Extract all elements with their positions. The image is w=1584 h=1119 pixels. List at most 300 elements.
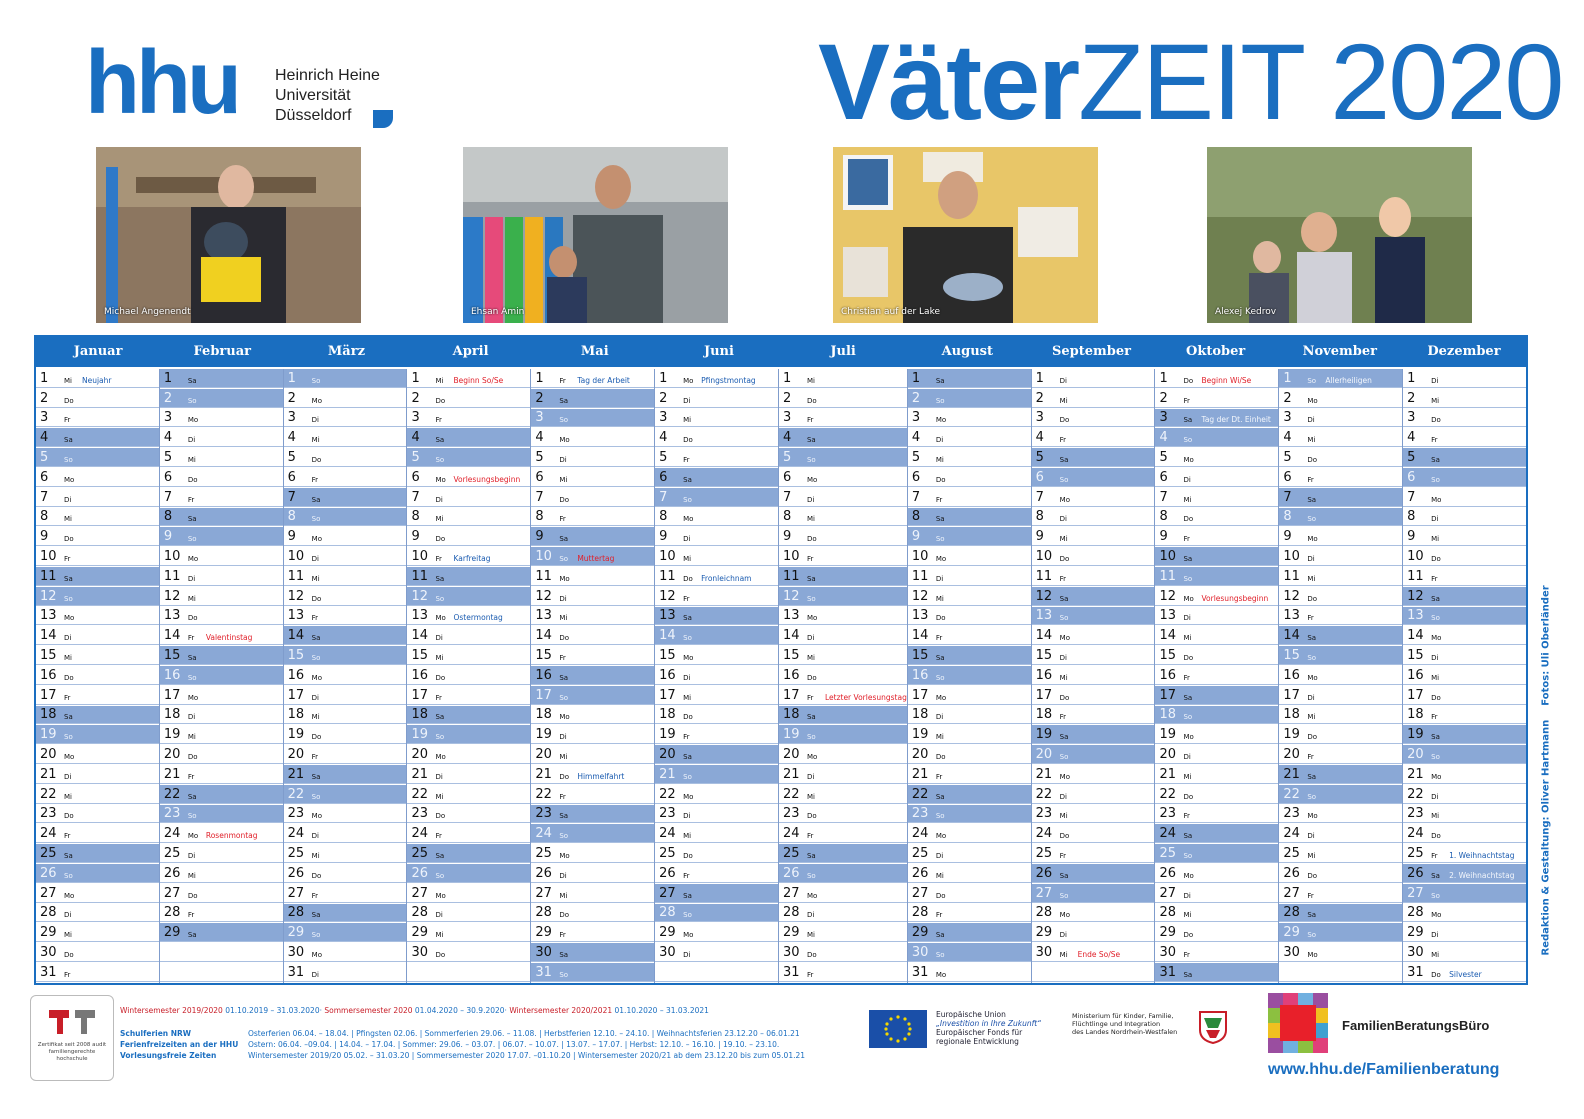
info-row-value: Wintersemester 2019/20 05.02. – 31.03.20 | Sommersemester 2020 17.07. –01.10.20 | Wintersemester 2020/21 ab dem 23.12.20 bis zum 05.01.21	[248, 1051, 806, 1060]
day-number: 13	[1283, 608, 1300, 624]
weekday-label: Mi	[1059, 950, 1068, 959]
day-number: 14	[163, 628, 181, 644]
weekday-label: Di	[187, 574, 196, 583]
day-number: 29	[287, 925, 305, 941]
weekday-label: Di	[1059, 653, 1067, 662]
day-cell	[1155, 527, 1278, 546]
day-number: 7	[911, 489, 921, 505]
day-cell	[779, 666, 907, 685]
day-note: Beginn Wi/Se	[1201, 375, 1252, 385]
weekday-label: Mo	[435, 891, 446, 900]
weekday-label: Mo	[187, 554, 199, 563]
weekday-label: Fr	[683, 455, 690, 464]
semester-label: Sommersemester 2020	[324, 1006, 413, 1015]
day-number: 25	[911, 845, 929, 861]
day-cell	[1279, 369, 1402, 388]
day-cell	[655, 765, 778, 784]
weekday-label: Di	[559, 594, 567, 603]
weekday-label: Fr	[64, 554, 71, 563]
day-cell	[284, 666, 407, 685]
day-cell	[908, 646, 1031, 665]
day-number: 14	[1407, 628, 1424, 644]
weekday-label: Di	[806, 772, 815, 781]
day-number: 24	[1407, 826, 1424, 842]
weekday-label: Di	[435, 911, 443, 920]
day-number: 22	[287, 786, 305, 802]
university-name-line: Heinrich Heine	[275, 67, 380, 84]
day-cell	[284, 805, 407, 824]
weekday-label: Fr	[559, 653, 566, 662]
day-cell	[407, 706, 530, 725]
weekday-label: Mi	[935, 733, 944, 742]
weekday-label: Do	[559, 911, 569, 920]
day-cell	[655, 844, 778, 863]
weekday-label: Do	[64, 535, 74, 544]
weekday-label: Di	[683, 535, 691, 544]
day-cell	[1155, 864, 1278, 883]
day-note: Muttertag	[577, 553, 615, 563]
weekday-label: Fr	[1059, 574, 1067, 583]
weekday-label: Mo	[1059, 911, 1070, 920]
month-header-row	[36, 337, 1526, 367]
weekday-label: Mo	[1307, 812, 1318, 821]
day-cell	[1279, 389, 1402, 408]
day-cell	[908, 567, 1031, 586]
day-cell	[655, 963, 778, 982]
day-number: 4	[1159, 430, 1168, 446]
weekday-label: Do	[311, 733, 322, 742]
weekday-label: Sa	[435, 851, 445, 860]
day-number: 15	[1407, 647, 1424, 663]
day-number: 12	[782, 588, 800, 604]
day-cell	[531, 963, 654, 982]
day-number: 28	[1283, 905, 1300, 921]
day-cell	[1279, 844, 1402, 863]
day-number: 29	[782, 925, 800, 941]
day-cell	[1279, 448, 1402, 467]
weekday-label: Do	[1307, 594, 1317, 603]
day-number: 21	[40, 766, 57, 782]
day-cell	[1032, 468, 1155, 487]
semester-dates: 01.10.2020 – 31.03.2021	[614, 1006, 709, 1015]
day-number: 29	[659, 925, 676, 941]
day-number: 18	[411, 707, 429, 723]
weekday-label: Fr	[311, 614, 319, 623]
title-part1: Väter	[818, 21, 1079, 142]
eu-text	[936, 1010, 1041, 1046]
day-cell	[655, 686, 778, 705]
day-note: Beginn So/Se	[453, 375, 504, 385]
weekday-label: So	[683, 772, 692, 781]
day-number: 15	[287, 647, 305, 663]
day-number: 24	[163, 826, 181, 842]
day-number: 15	[40, 647, 57, 663]
month-header: Juli	[830, 344, 856, 359]
month-column	[1032, 369, 1156, 983]
weekday-label: Mo	[187, 693, 199, 702]
day-number: 12	[1283, 588, 1300, 604]
weekday-label: Mi	[683, 554, 692, 563]
day-number: 19	[535, 727, 552, 743]
month-header: Januar	[73, 344, 123, 359]
day-cell	[779, 448, 907, 467]
day-cell	[284, 607, 407, 626]
weekday-label: Di	[1059, 931, 1067, 940]
day-number: 13	[911, 608, 929, 624]
weekday-label: Mo	[806, 475, 818, 484]
day-cell	[36, 567, 159, 586]
info-row-value: Ostern: 06.04. –09.04. | 14.04. – 17.04. | Sommer: 29.06. – 03.07. | 06.07. – 10.07. | 13.07. – 17.07. | Herbst: 12.10. – 16.10. | 19.10. – 23.10.	[248, 1040, 780, 1049]
day-number: 5	[782, 449, 792, 465]
day-cell	[160, 923, 283, 942]
day-number: 9	[1159, 529, 1168, 545]
day-number: 11	[659, 568, 676, 584]
weekday-label: Do	[64, 950, 74, 959]
day-cell	[655, 904, 778, 923]
day-cell	[531, 547, 654, 566]
weekday-label: Mo	[1431, 772, 1442, 781]
day-cell	[908, 468, 1031, 487]
day-cell	[655, 745, 778, 764]
day-cell	[1032, 686, 1155, 705]
day-cell	[160, 527, 283, 546]
day-number: 15	[659, 647, 676, 663]
weekday-label: So	[559, 832, 569, 841]
day-cell	[407, 864, 530, 883]
weekday-label: Di	[683, 396, 691, 405]
info-row	[120, 1028, 805, 1039]
day-cell	[160, 587, 283, 606]
day-cell	[407, 745, 530, 764]
weekday-label: Sa	[187, 931, 197, 940]
day-cell	[531, 904, 654, 923]
weekday-label: Sa	[1307, 634, 1317, 643]
weekday-label: Do	[1307, 733, 1317, 742]
day-number: 7	[287, 489, 296, 505]
familienberatung-link[interactable]: www.hhu.de/Familienberatung	[1268, 1061, 1500, 1078]
weekday-label: Fr	[435, 832, 442, 841]
day-cell	[1032, 844, 1155, 863]
day-number: 27	[163, 885, 181, 901]
day-number: 9	[1035, 529, 1044, 545]
weekday-label: Do	[806, 673, 817, 682]
day-number: 26	[287, 865, 305, 881]
day-cell	[908, 587, 1031, 606]
weekday-label: So	[1307, 653, 1317, 662]
day-note: Vorlesungsbeginn	[1201, 593, 1269, 603]
day-number: 22	[782, 786, 800, 802]
day-cell	[779, 607, 907, 626]
weekday-label: Mo	[187, 832, 199, 841]
day-number: 28	[1035, 905, 1053, 921]
day-cell	[284, 824, 407, 843]
weekday-label: Sa	[311, 495, 321, 504]
day-cell	[284, 389, 407, 408]
weekday-label: Mo	[806, 752, 818, 761]
day-cell	[779, 884, 907, 903]
day-number: 1	[411, 370, 420, 386]
university-name-line: Düsseldorf	[275, 107, 352, 124]
weekday-label: Mi	[1059, 812, 1068, 821]
day-cell	[1155, 943, 1278, 962]
weekday-label: Di	[64, 911, 72, 920]
day-number: 7	[1283, 489, 1292, 505]
day-cell	[160, 508, 283, 527]
nrw-crest-icon	[1198, 1010, 1228, 1044]
day-number: 14	[1035, 628, 1053, 644]
day-cell	[36, 508, 159, 527]
day-cell	[407, 547, 530, 566]
day-cell	[1279, 587, 1402, 606]
day-cell	[1155, 587, 1278, 606]
day-cell	[160, 706, 283, 725]
day-number: 10	[659, 548, 676, 564]
day-number: 21	[411, 766, 429, 782]
day-cell	[284, 745, 407, 764]
day-number: 18	[1035, 707, 1053, 723]
day-cell	[36, 824, 159, 843]
day-number: 21	[1159, 766, 1177, 782]
day-cell	[655, 428, 778, 447]
weekday-label: Di	[187, 713, 196, 722]
day-cell	[531, 448, 654, 467]
day-number: 19	[911, 727, 929, 743]
day-number: 27	[287, 885, 305, 901]
weekday-label: Di	[806, 634, 815, 643]
weekday-label: So	[1183, 436, 1193, 445]
day-number: 11	[1159, 568, 1177, 584]
weekday-label: Di	[1059, 376, 1067, 385]
weekday-label: So	[806, 455, 816, 464]
weekday-label: Di	[559, 871, 567, 880]
day-number: 2	[911, 390, 921, 406]
day-cell	[1155, 428, 1278, 447]
day-number: 18	[287, 707, 305, 723]
day-cell	[160, 745, 283, 764]
day-number: 26	[1407, 865, 1424, 881]
day-cell	[284, 448, 407, 467]
side-credits	[1534, 585, 1554, 980]
day-number: 4	[1283, 430, 1292, 446]
day-number: 9	[287, 529, 296, 545]
day-number: 20	[1035, 746, 1053, 762]
day-number: 18	[911, 707, 929, 723]
day-number: 10	[1407, 548, 1424, 564]
weekday-label: Di	[935, 574, 944, 583]
day-number: 3	[782, 410, 792, 426]
day-number: 15	[1159, 647, 1177, 663]
weekday-label: Sa	[935, 653, 945, 662]
day-cell	[779, 468, 907, 487]
day-note: Ostermontag	[453, 613, 503, 623]
day-cell	[284, 686, 407, 705]
day-cell	[908, 448, 1031, 467]
day-number: 12	[1159, 588, 1177, 604]
month-header: April	[452, 344, 489, 359]
day-cell	[1032, 646, 1155, 665]
day-number: 5	[287, 449, 296, 465]
month-header: November	[1302, 344, 1377, 359]
day-cell	[1279, 805, 1402, 824]
day-cell	[407, 527, 530, 546]
photo-caption: Alexej Kedrov	[1215, 307, 1277, 317]
weekday-label: So	[1431, 752, 1440, 761]
weekday-label: Fr	[187, 772, 195, 781]
day-number: 18	[659, 707, 676, 723]
day-number: 8	[1159, 509, 1168, 525]
photo-4	[1207, 147, 1472, 323]
day-cell	[531, 428, 654, 447]
day-cell	[160, 725, 283, 744]
day-note: Pfingstmontag	[701, 375, 756, 385]
weekday-label: So	[64, 594, 73, 603]
weekday-label: Mo	[311, 812, 322, 821]
day-number: 29	[1283, 925, 1300, 941]
weekday-label: Mo	[683, 792, 694, 801]
weekday-label: Mo	[1431, 911, 1442, 920]
day-number: 13	[1035, 608, 1053, 624]
weekday-label: Di	[1431, 515, 1439, 524]
day-cell	[284, 527, 407, 546]
day-number: 21	[163, 766, 181, 782]
weekday-label: Fr	[559, 376, 566, 385]
weekday-label: Mi	[311, 713, 320, 722]
day-number: 31	[1407, 964, 1424, 980]
weekday-label: Do	[806, 535, 817, 544]
day-number: 28	[287, 905, 305, 921]
weekday-label: Do	[1307, 455, 1317, 464]
day-cell	[284, 547, 407, 566]
day-number: 22	[1159, 786, 1177, 802]
day-cell	[908, 884, 1031, 903]
weekday-label: Mo	[435, 475, 446, 484]
weekday-label: Fr	[311, 752, 319, 761]
weekday-label: Do	[64, 812, 74, 821]
day-note: Himmelfahrt	[577, 771, 625, 781]
day-cell	[908, 607, 1031, 626]
weekday-label: Do	[1431, 693, 1441, 702]
day-number: 14	[659, 628, 676, 644]
hhu-logo	[85, 33, 405, 133]
day-cell	[531, 409, 654, 428]
day-cell	[1403, 527, 1526, 546]
day-number: 9	[782, 529, 792, 545]
day-cell	[531, 488, 654, 507]
day-cell	[407, 785, 530, 804]
day-number: 18	[535, 707, 552, 723]
day-number: 5	[1283, 449, 1292, 465]
weekday-label: Di	[1307, 832, 1315, 841]
day-number: 29	[1159, 925, 1177, 941]
day-number: 13	[782, 608, 800, 624]
day-number: 2	[287, 390, 296, 406]
day-cell	[779, 527, 907, 546]
day-number: 25	[1283, 845, 1300, 861]
day-cell	[407, 963, 530, 982]
day-cell	[160, 666, 283, 685]
day-number: 1	[40, 370, 49, 386]
day-cell	[908, 904, 1031, 923]
day-cell	[531, 884, 654, 903]
weekday-label: Fr	[435, 416, 442, 425]
weekday-label: Do	[1183, 653, 1194, 662]
day-number: 23	[659, 806, 676, 822]
day-number: 28	[535, 905, 552, 921]
day-cell	[655, 725, 778, 744]
weekday-label: So	[1431, 614, 1440, 623]
day-number: 26	[659, 865, 676, 881]
day-number: 29	[535, 925, 552, 941]
day-number: 18	[163, 707, 181, 723]
day-cell	[779, 963, 907, 982]
day-number: 7	[40, 489, 49, 505]
day-number: 6	[163, 469, 173, 485]
day-cell	[1032, 904, 1155, 923]
weekday-label: So	[311, 792, 321, 801]
day-number: 10	[287, 548, 305, 564]
month-grid	[36, 369, 1526, 983]
day-cell	[655, 527, 778, 546]
day-cell	[407, 389, 530, 408]
day-number: 16	[411, 667, 429, 683]
weekday-label: Do	[1431, 416, 1441, 425]
day-number: 27	[1035, 885, 1053, 901]
day-number: 3	[163, 410, 173, 426]
day-cell	[36, 626, 159, 645]
weekday-label: So	[559, 554, 569, 563]
weekday-label: Fr	[1183, 950, 1190, 959]
day-number: 12	[911, 588, 929, 604]
day-cell	[655, 607, 778, 626]
day-number: 23	[911, 806, 929, 822]
weekday-label: So	[1307, 931, 1317, 940]
day-number: 16	[1035, 667, 1053, 683]
day-number: 30	[40, 944, 57, 960]
day-cell	[1032, 626, 1155, 645]
weekday-label: Sa	[935, 792, 945, 801]
fbb-name: FamilienBeratungsBüro	[1342, 1018, 1490, 1033]
weekday-label: Fr	[311, 891, 319, 900]
day-cell	[779, 765, 907, 784]
weekday-label: Mo	[1431, 495, 1442, 504]
day-cell	[407, 607, 530, 626]
year-calendar	[34, 335, 1528, 985]
weekday-label: Sa	[1307, 772, 1317, 781]
weekday-label: Sa	[1183, 416, 1193, 425]
day-number: 17	[287, 687, 305, 703]
weekday-label: Mo	[935, 970, 947, 979]
day-cell	[531, 587, 654, 606]
weekday-label: Fr	[1431, 713, 1438, 722]
day-cell	[1403, 765, 1526, 784]
weekday-label: Do	[806, 812, 817, 821]
day-cell	[1032, 607, 1155, 626]
day-cell	[779, 824, 907, 843]
weekday-label: Mi	[1431, 812, 1440, 821]
weekday-label: Do	[806, 950, 817, 959]
day-number: 3	[1283, 410, 1292, 426]
day-cell	[1279, 409, 1402, 428]
day-number: 21	[1407, 766, 1424, 782]
day-cell	[36, 923, 159, 942]
month-column	[160, 369, 284, 983]
day-cell	[531, 389, 654, 408]
day-note: Neujahr	[82, 375, 112, 385]
page-title	[818, 21, 1563, 142]
day-cell	[160, 626, 283, 645]
weekday-label: Sa	[311, 634, 321, 643]
weekday-label: Di	[435, 495, 443, 504]
